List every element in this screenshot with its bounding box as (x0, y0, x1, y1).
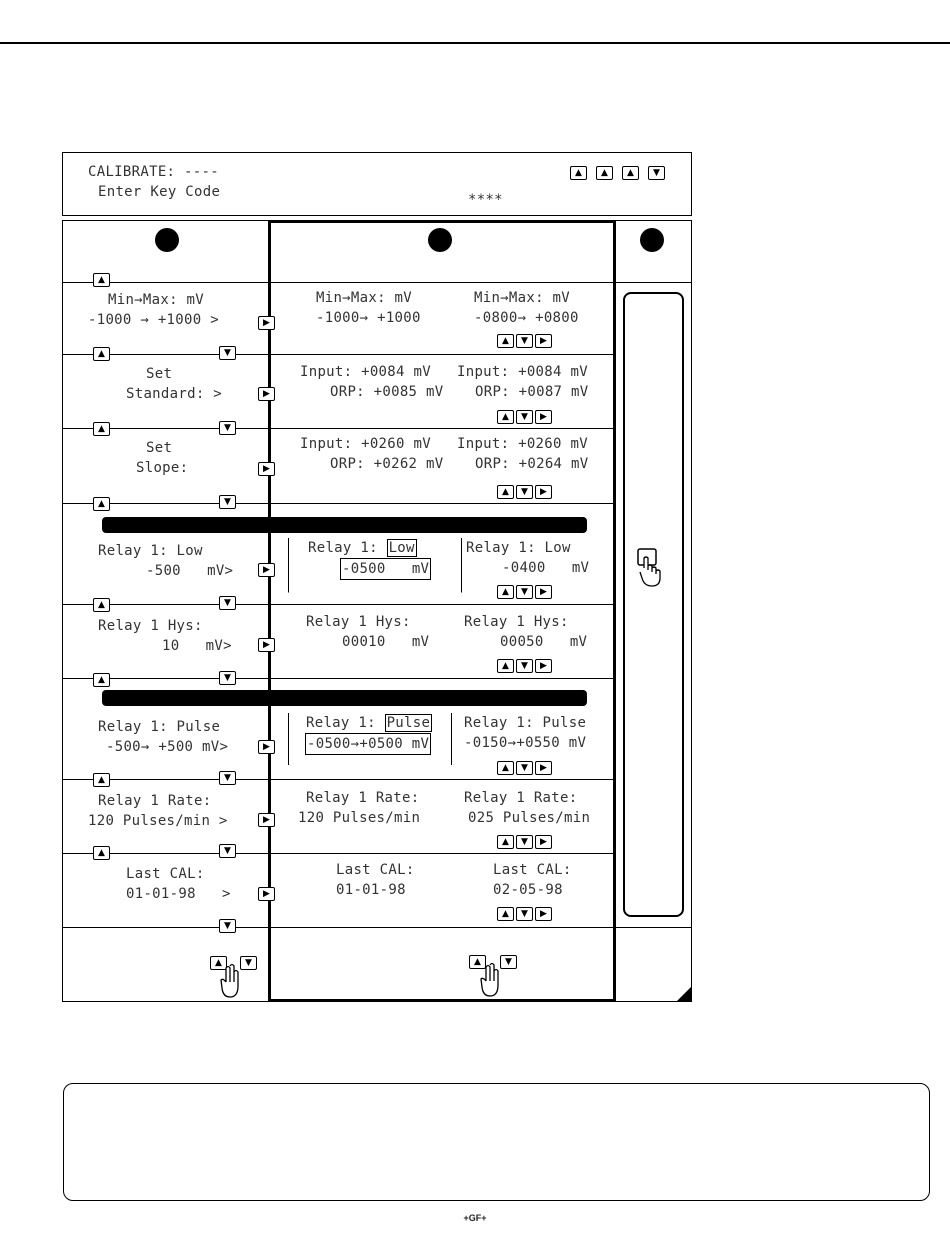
up-key[interactable]: ▲ (497, 585, 514, 599)
up-key[interactable]: ▲ (93, 846, 110, 860)
right-key[interactable]: ▶ (258, 813, 275, 827)
up-key[interactable]: ▲ (596, 166, 613, 180)
down-key[interactable]: ▼ (219, 596, 236, 610)
down-key[interactable]: ▼ (516, 907, 533, 921)
right-key[interactable]: ▶ (258, 563, 275, 577)
brand-logo: +GF+ (463, 1213, 487, 1223)
hand-press-icon (478, 961, 508, 999)
row2-mid-line2: ORP: +0085 mV (330, 384, 444, 400)
up-key[interactable]: ▲ (93, 422, 110, 436)
row2-right-line1: Input: +0084 mV (457, 364, 588, 380)
up-key[interactable]: ▲ (497, 659, 514, 673)
up-key[interactable]: ▲ (210, 956, 227, 970)
row5-left-line2: 10 mV> (162, 638, 232, 654)
right-key[interactable]: ▶ (535, 835, 552, 849)
section-bar-relay-pulse (102, 690, 587, 706)
row-separator (62, 604, 616, 605)
right-key[interactable]: ▶ (535, 410, 552, 424)
down-key[interactable]: ▼ (219, 771, 236, 785)
row4-right-line1: Relay 1: Low (466, 540, 571, 556)
notes-box (63, 1083, 930, 1201)
row-separator (62, 354, 616, 355)
right-key[interactable]: ▶ (258, 316, 275, 330)
row6-mid-prefix: Relay 1: (306, 715, 385, 731)
row1-left-line1: Min→Max: mV (108, 292, 205, 308)
right-key[interactable]: ▶ (535, 485, 552, 499)
row3-left-line2: Slope: (136, 460, 189, 476)
row6-left-line2: -500→ +500 mV> (106, 739, 229, 755)
row5-mid-line1: Relay 1 Hys: (306, 614, 411, 630)
down-key[interactable]: ▼ (516, 761, 533, 775)
row6-mid-boxed: Pulse (386, 715, 431, 731)
right-key[interactable]: ▶ (258, 387, 275, 401)
row8-left-line2: 01-01-98 > (126, 886, 231, 902)
row3-left-line1: Set (146, 440, 173, 456)
column-marker-2 (428, 228, 452, 252)
up-key[interactable]: ▲ (622, 166, 639, 180)
row-separator (62, 927, 692, 928)
row-separator (62, 503, 616, 504)
down-key[interactable]: ▼ (219, 671, 236, 685)
row6-right-line1: Relay 1: Pulse (464, 715, 587, 731)
row1-mid-line1: Min→Max: mV (316, 290, 413, 306)
row-separator (62, 853, 616, 854)
row3-mid-line2: ORP: +0262 mV (330, 456, 444, 472)
down-key[interactable]: ▼ (219, 421, 236, 435)
down-key[interactable]: ▼ (219, 346, 236, 360)
row3-right-line1: Input: +0260 mV (457, 436, 588, 452)
page-corner-icon (676, 986, 692, 1002)
up-key[interactable]: ▲ (497, 485, 514, 499)
row4-mid-line2: -0500 mV (340, 558, 431, 580)
row1-right-line2: -0800→ +0800 (474, 310, 579, 326)
row4-mid-prefix: Relay 1: (308, 540, 387, 556)
right-key[interactable]: ▶ (535, 334, 552, 348)
down-key[interactable]: ▼ (240, 956, 257, 970)
frame-right-edge (691, 220, 692, 990)
row5-left-line1: Relay 1 Hys: (98, 618, 203, 634)
row5-mid-line2: 00010 mV (342, 634, 430, 650)
up-key[interactable]: ▲ (93, 347, 110, 361)
middle-column-frame (268, 220, 616, 1002)
section-bar-relay-low (102, 517, 587, 533)
down-key[interactable]: ▼ (516, 585, 533, 599)
down-key[interactable]: ▼ (500, 955, 517, 969)
up-key[interactable]: ▲ (497, 761, 514, 775)
top-rule (0, 42, 950, 44)
right-key[interactable]: ▶ (535, 761, 552, 775)
row-separator (62, 428, 616, 429)
right-key[interactable]: ▶ (258, 462, 275, 476)
down-key[interactable]: ▼ (516, 659, 533, 673)
row2-right-line2: ORP: +0087 mV (475, 384, 589, 400)
calibrate-panel-button[interactable] (623, 292, 684, 917)
row-separator (62, 779, 616, 780)
row8-left-line1: Last CAL: (126, 866, 205, 882)
down-key[interactable]: ▼ (219, 919, 236, 933)
row7-right-line1: Relay 1 Rate: (464, 790, 578, 806)
row8-right-line1: Last CAL: (493, 862, 572, 878)
row2-mid-line1: Input: +0084 mV (300, 364, 431, 380)
key-code-entry: **** (468, 192, 503, 208)
header-line-1: CALIBRATE: ---- (88, 164, 219, 180)
up-key[interactable]: ▲ (93, 673, 110, 687)
hand-press-icon (634, 546, 670, 588)
right-key[interactable]: ▶ (535, 659, 552, 673)
row4-right-line2: -0400 mV (502, 560, 590, 576)
right-key[interactable]: ▶ (258, 638, 275, 652)
down-key[interactable]: ▼ (516, 334, 533, 348)
row-separator (62, 678, 616, 679)
row7-mid-line2: 120 Pulses/min (298, 810, 421, 826)
row4-left-line2: -500 mV> (146, 563, 234, 579)
header-line-2: Enter Key Code (98, 184, 221, 200)
up-key[interactable]: ▲ (93, 497, 110, 511)
row6-left-line1: Relay 1: Pulse (98, 719, 221, 735)
row3-mid-line1: Input: +0260 mV (300, 436, 431, 452)
row6-right-line2: -0150→+0550 mV (464, 735, 587, 751)
row6-mid-bracket (288, 713, 452, 765)
row5-right-line2: 00050 mV (500, 634, 588, 650)
down-key[interactable]: ▼ (648, 166, 665, 180)
row3-right-line2: ORP: +0264 mV (475, 456, 589, 472)
right-key[interactable]: ▶ (535, 907, 552, 921)
down-key[interactable]: ▼ (516, 410, 533, 424)
row2-left-line2: Standard: > (126, 386, 223, 402)
down-key[interactable]: ▼ (516, 835, 533, 849)
row7-left-line2: 120 Pulses/min > (88, 813, 228, 829)
up-key[interactable]: ▲ (497, 334, 514, 348)
row7-mid-line1: Relay 1 Rate: (306, 790, 420, 806)
up-key[interactable]: ▲ (469, 955, 486, 969)
row7-right-line2: 025 Pulses/min (468, 810, 591, 826)
down-key[interactable]: ▼ (219, 495, 236, 509)
right-key[interactable]: ▶ (258, 740, 275, 754)
up-key[interactable]: ▲ (497, 410, 514, 424)
right-key[interactable]: ▶ (258, 887, 275, 901)
up-key[interactable]: ▲ (497, 907, 514, 921)
row4-mid-bracket (288, 538, 462, 593)
row8-mid-line1: Last CAL: (336, 862, 415, 878)
down-key[interactable]: ▼ (516, 485, 533, 499)
row4-mid-boxed: Low (388, 540, 415, 556)
row-separator (62, 282, 692, 283)
row8-mid-line2: 01-01-98 (336, 882, 406, 898)
column-marker-1 (155, 228, 179, 252)
row1-mid-line2: -1000→ +1000 (316, 310, 421, 326)
up-key[interactable]: ▲ (93, 598, 110, 612)
row8-right-line2: 02-05-98 (493, 882, 563, 898)
row4-left-line1: Relay 1: Low (98, 543, 203, 559)
up-key[interactable]: ▲ (93, 773, 110, 787)
up-key[interactable]: ▲ (570, 166, 587, 180)
row5-right-line1: Relay 1 Hys: (464, 614, 569, 630)
row6-mid-line2: -0500→+0500 mV (305, 733, 431, 755)
row2-left-line1: Set (146, 366, 173, 382)
hand-press-icon (218, 962, 248, 1000)
row1-right-line1: Min→Max: mV (474, 290, 571, 306)
down-key[interactable]: ▼ (219, 844, 236, 858)
up-key[interactable]: ▲ (93, 273, 110, 287)
row7-left-line1: Relay 1 Rate: (98, 793, 212, 809)
up-key[interactable]: ▲ (497, 835, 514, 849)
column-marker-3 (640, 228, 664, 252)
row1-left-line2: -1000 → +1000 > (88, 312, 219, 328)
right-key[interactable]: ▶ (535, 585, 552, 599)
